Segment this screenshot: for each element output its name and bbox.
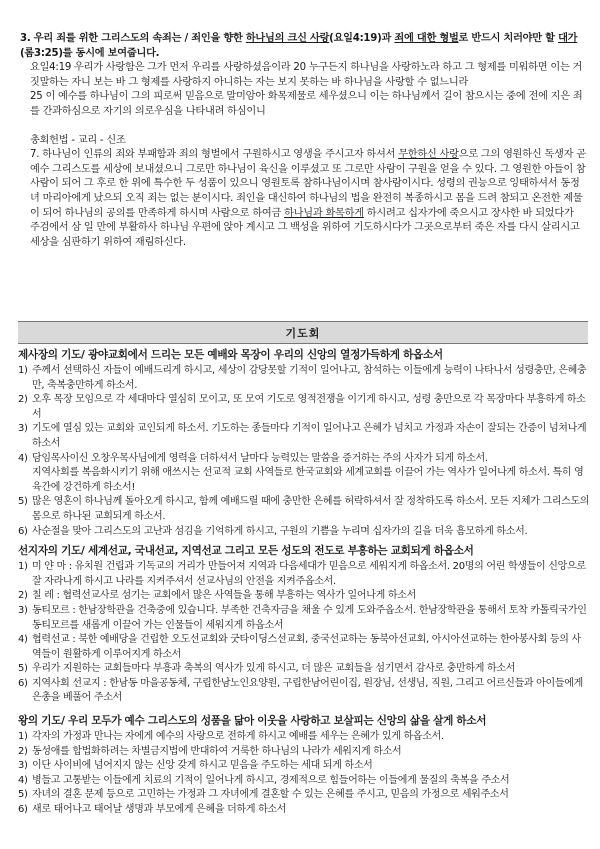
- prayer-meeting-header: [18, 321, 588, 344]
- list-item: 6) 지역사회 선교지 : 한남동 마을공동체, 구립한남노인요양원, 구립한남어린이집, 원장님, 선생님, 직원, 그리고 어르신들과 아이들에게 은총을 베풀어 주소서: [18, 677, 583, 704]
- creed-text: 하시려고 십자가에 죽으시고 장사한 바 되었다가 주검에서 삼 일 만에 부활하사 하나님 우편에 앉아 계시고 그 백성을 위하여 기도하시다가 그곳으로부터 죽은 자를 다시 살리시고 세상을 심판하기 위하여 재림하신다.: [30, 207, 580, 248]
- list-item: 1) 미 얀 마 : 유치원 건립과 기독교의 거리가 만들어져 지역과 다음세대가 믿음으로 세워지게 하옵소서. 20명의 어린 학생들이 신앙으로 잘 자라나게 하시고 나라를 지켜주셔서 선교사님의 안전을 지켜주옵소서.: [18, 561, 586, 587]
- heading-underline-price: 대가: [558, 33, 578, 44]
- prayer-list: [18, 364, 590, 539]
- doctrine-heading: [20, 32, 586, 61]
- creed-underline-reconcile: 하나님과 화목하게: [284, 207, 364, 219]
- list-item: 4) 병들고 고통받는 이들에게 치료의 기적이 일어나게 하시고, 경제적으로 힘들어하는 이들에게 물질의 축복을 주소서: [18, 774, 510, 786]
- heading-underline-penalty: 죄에 대한 형벌: [394, 33, 459, 44]
- list-item: 3) 동티모르 : 한남장학관을 건축중에 있습니다. 부족한 건축자금을 채울 수 있게 도와주옵소서. 한남장학관을 통해서 토착 카톨릭국가인 동티모르를 새롭게 이끌어 가는 인물들이 세워지게 하옵소서: [18, 604, 587, 631]
- prayer-list: [18, 560, 590, 706]
- verse-romans: 25 이 예수를 하나님이 그의 피로써 믿음으로 말미암아 화목제물로 세우셨으니 이는 하나님께서 길이 참으시는 중에 전에 지은 죄를 간과하심으로 자기의 의로우심을 나타내려 하심이니: [30, 91, 583, 117]
- prayer-header-label: 기도회: [285, 326, 321, 340]
- prophet-prayer-section: [18, 543, 590, 706]
- list-item: 1) 각자의 가정과 만나는 자에게 예수의 사랑으로 전하게 하시고 예배를 세우는 은혜가 있게 하옵소서.: [18, 731, 444, 743]
- list-item: 5) 많은 영혼이 하나님께 돌아오게 하시고, 함께 예배드릴 때에 충만한 은혜를 허락하셔서 잘 정착하도록 하소서. 모든 지체가 그리스도의 몸으로 하나된 교회되게 하소서.: [18, 496, 590, 522]
- list-item: 5) 우리가 지원하는 교회들마다 부흥과 축복의 역사가 있게 하시고, 더 많은 교회들을 섬기면서 감사로 충만하게 하소서: [18, 663, 516, 675]
- section-title: 왕의 기도/ 우리 모두가 예수 그리스도의 성품을 닮아 이웃을 사랑하고 보살피는 신앙의 삶을 살게 하소서: [18, 715, 487, 728]
- section-title: 제사장의 기도/ 광야교회에서 드리는 모든 예배와 목장이 우리의 신앙의 열정가득하게 하옵소서: [18, 349, 443, 361]
- doctrine-section: [20, 32, 586, 250]
- heading-text: 3. 우리 죄를 위한 그리스도의 속죄는 / 죄인을 향한: [20, 33, 246, 44]
- prayer-list: [18, 730, 590, 818]
- priest-prayer-section: [18, 347, 590, 539]
- list-item: 3) 기도에 열심 있는 교회와 교인되게 하소서. 기도하는 종들마다 기적이 일어나고 은혜가 넘치고 가정과 자손이 잘되는 간증이 넘쳐나게 하소서: [18, 423, 587, 449]
- section-title: 선지자의 기도/ 세계선교, 국내선교, 지역선교 그리고 모든 성도의 전도로 부흥하는 교회되게 하옵소서: [18, 545, 474, 558]
- prayer-sections: [18, 347, 590, 818]
- king-prayer-section: [18, 713, 590, 818]
- list-item: 6) 사순절을 맞아 그리스도의 고난과 섬김을 기억하게 하시고, 구원의 기쁨을 누리며 십자가의 길을 더욱 흠모하게 하소서.: [18, 525, 528, 537]
- list-item: 5) 자녀의 결혼 문제 등으로 고민하는 가정과 그 자녀에게 결혼할 수 있는 은혜를 주시고, 믿음의 가정으로 세워주소서: [18, 789, 509, 801]
- creed-text: 으로 그의 영원하신 독생자 곧 예수 그리스도를 세상에 보내셨으니 그로만 하나님이 육신을 이루셨고 또 그로만 사람이 구원을 얻을 수 있다. 그 영원한 아들이 참사람이 되어 그 후로 한 위에 특수한 두 성품이 있으니 영원토록 참하나님이시며 참사람이시다. 성령의 권능으로 잉태하셔서 동정녀 마리아에게 났으되 오직 죄는 없는 분이시다. 죄인을 대신하여 하나님의 법을 완전히 복종하시고 몸을 드려 참되고 온전한 제물이 되어 하나님의 공의를 만족하게 하시며 사람으로 하여금: [30, 149, 586, 219]
- list-item: 4) 협력선교 : 북한 예배당을 건립한 오도선교회와 굿타이딩스선교회, 중국선교하는 동북아선교회, 아시아선교하는 한아봉사회 등의 사역들이 원활하게 이루어지게 하소서: [18, 634, 581, 660]
- list-item: 2) 오후 목장 모임으로 각 세대마다 열심히 모이고, 또 모여 기도로 영적전쟁을 이기게 하시고, 성령 충만으로 각 목장마다 부흥하게 하소서: [18, 394, 586, 420]
- list-item: 지역사회를 복음화시키기 위해 애쓰시는 선교적 교회 사역들로 한국교회와 세계교회를 이끌어 가는 역사가 일어나게 하소서. 특히 영육간에 강건하게 하소서!: [32, 467, 584, 493]
- creed-text: 7. 하나님이 인류의 죄와 부패함과 죄의 형벌에서 구원하시고 영생을 주시고자 하셔서: [30, 149, 399, 161]
- creed-reference: 총회헌법 - 교리 - 신조: [30, 134, 126, 146]
- list-item: 6) 새로 태어나고 태어날 생명과 부모에게 은혜을 더하게 하소서: [18, 804, 287, 816]
- creed-underline-love: 무한하신 사랑: [398, 149, 459, 161]
- list-item: 2) 동성애를 합법화하려는 차별금지법에 반대하여 거룩한 하나님의 나라가 세워지게 하소서: [18, 745, 402, 757]
- heading-text: (롬3:25)를 동시에 보여줍니다.: [20, 47, 160, 59]
- creed-article-7: [20, 148, 586, 250]
- list-item: 1) 주께서 선택하신 자들이 예배드리게 하시고, 세상이 감당못할 기적이 일어나고, 참석하는 이들에게 능력이 나타나서 성령충만, 은혜충만, 축복충만하게 하소서.: [18, 365, 587, 391]
- heading-underline-love: 하나님의 크신 사랑: [245, 33, 330, 44]
- list-item: 2) 칠 레 : 협력선교사로 섬기는 교회에서 많은 사역들을 통해 부흥하는 역사가 일어나게 하소서: [18, 590, 416, 602]
- verse-1john: 요일4:19 우리가 사랑함은 그가 먼저 우리를 사랑하셨음이라 20 누구든지 하나님을 사랑하노라 하고 그 형제를 미워하면 이는 거짓말하는 자니 보는 바 그 형제를 사랑하지 아니하는 자는 보지 못하는 바 하나님을 사랑할 수 없느니라: [30, 62, 583, 88]
- list-item: 4) 담임목사이신 오창우목사님에게 영력을 더하셔서 날마다 능력있는 말씀을 증거하는 주의 사자가 되게 하소서.: [18, 452, 488, 464]
- heading-text: (요일4:19)과: [329, 33, 395, 44]
- heading-text: 로 반드시 치러야만 할: [458, 33, 559, 44]
- list-item: 3) 이단 사이비에 넘어지지 않는 신앙 갖게 하시고 믿음을 주도하는 세대 되게 하소서: [18, 760, 373, 772]
